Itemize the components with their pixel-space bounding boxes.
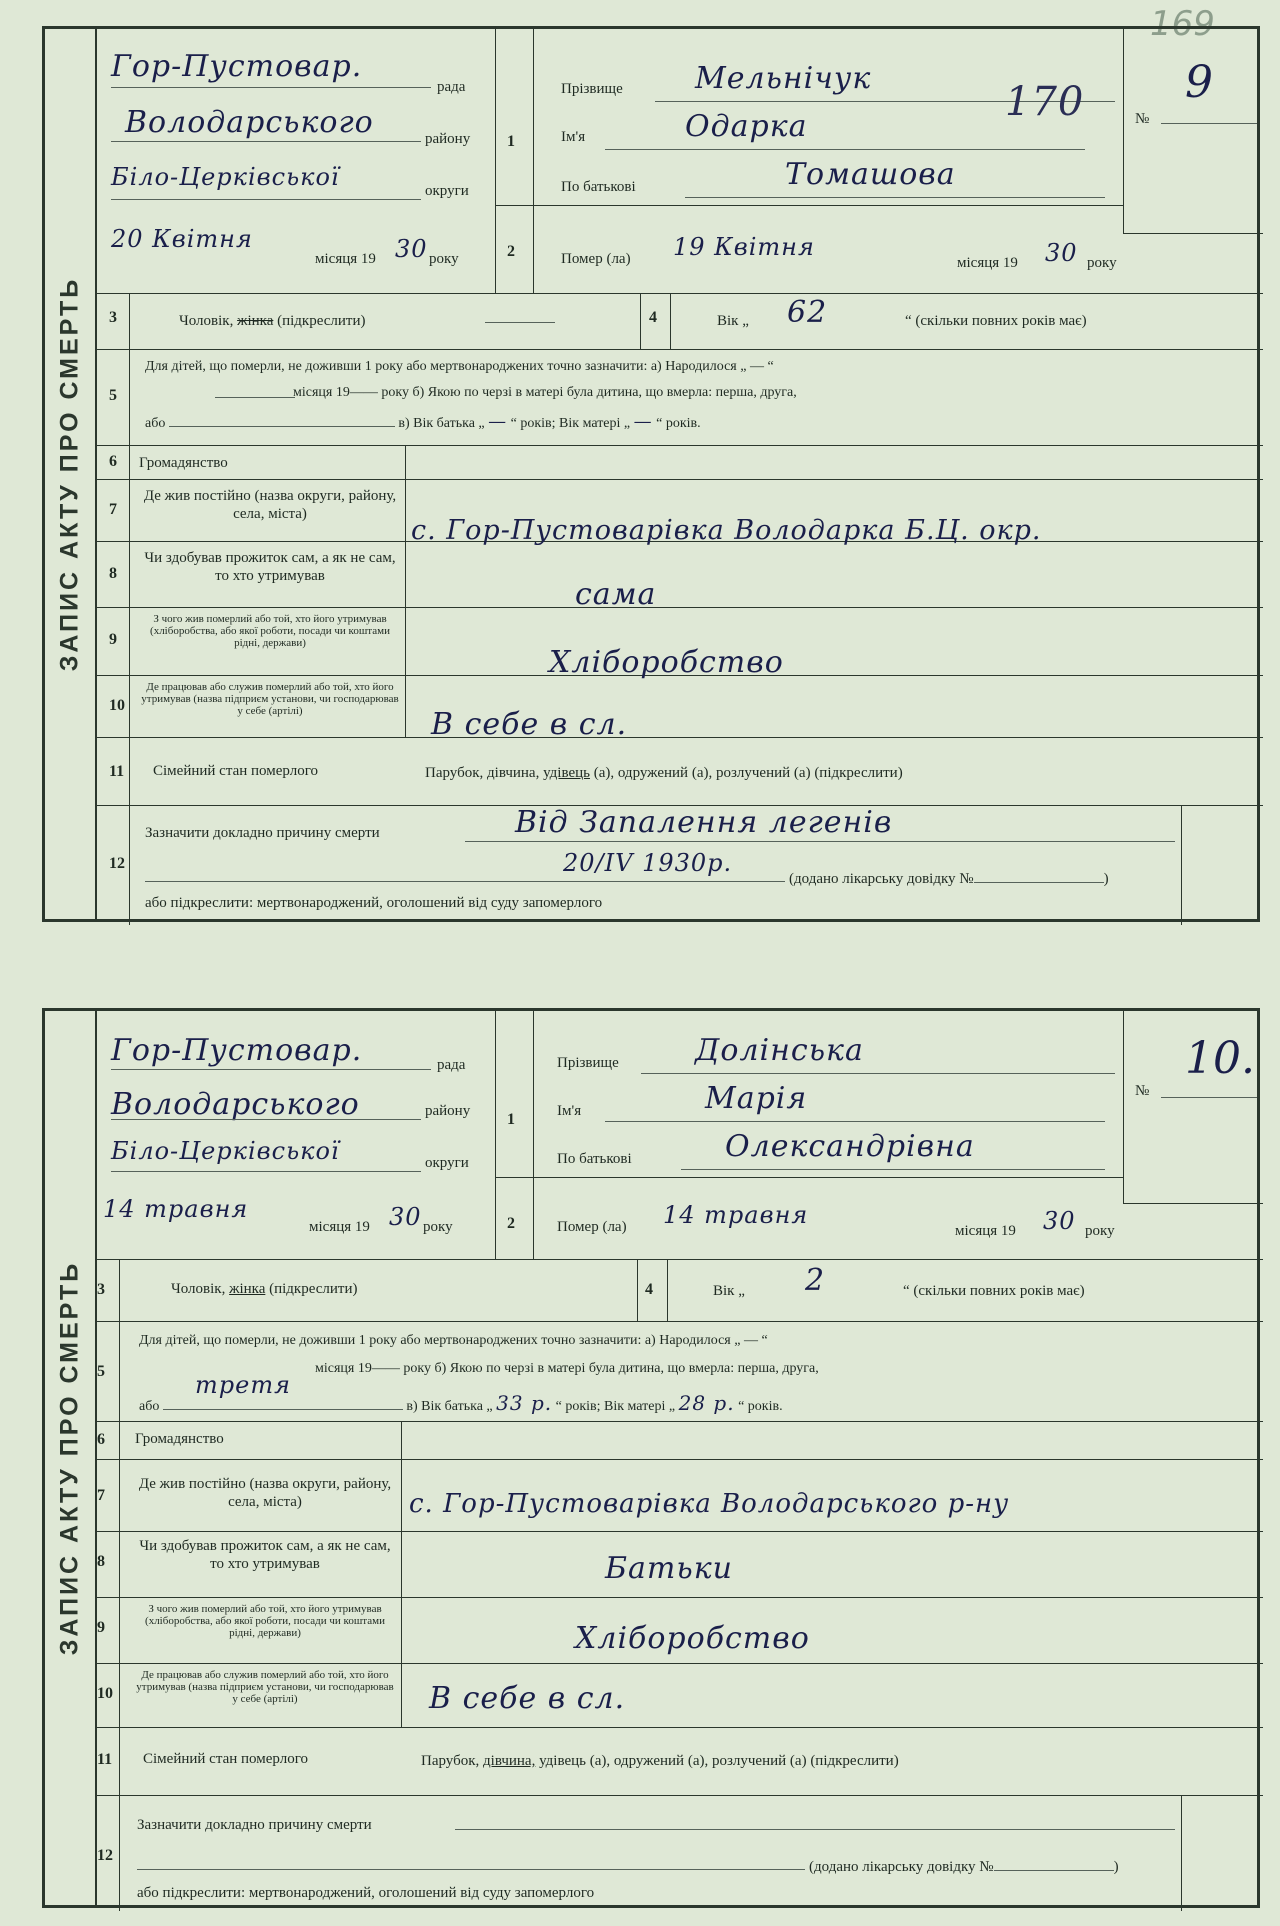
rada-value: Гор-Пустовар. (111, 49, 363, 84)
marital-options: Парубок, дівчина, удівець (а), одружений (а), розлучений (а) (підкреслити) (421, 1753, 899, 1769)
stillborn-label: або підкреслити: мертвонароджений, оголошений від суду запомерлого (137, 1885, 595, 1901)
death-year-label: року (1085, 1223, 1115, 1239)
first-name-value: Марія (705, 1081, 808, 1116)
row-number-9: 9 (109, 631, 117, 648)
certificate-label: (додано лікарську довідку № ) (809, 1859, 1119, 1875)
patronymic-value: Олександрівна (725, 1129, 975, 1164)
citizenship-label: Громадянство (139, 455, 228, 471)
raion-value: Володарського (111, 1087, 360, 1122)
row-number-1: 1 (507, 1111, 515, 1128)
marital-label: Сімейний стан померлого (153, 763, 318, 779)
support-value: сама (575, 577, 657, 612)
cause-label: Зазначити докладно причину смерти (137, 1817, 372, 1833)
support-value: Батьки (605, 1551, 733, 1586)
age-value: 62 (787, 295, 828, 330)
okruha-value: Біло-Церківської (111, 163, 340, 191)
raion-label: району (425, 1103, 471, 1119)
cause-value: Від Запалення легенів (515, 805, 893, 840)
surname-label: Прізвище (561, 81, 623, 97)
stamp-number: 170 (1005, 79, 1085, 125)
age-label: Вік „ (717, 313, 749, 329)
row-number-11: 11 (97, 1751, 113, 1768)
rada-value: Гор-Пустовар. (111, 1033, 363, 1068)
row-number-12: 12 (109, 855, 125, 872)
registration-date-value: 20 Квітня (111, 225, 253, 253)
row-number-2: 2 (507, 1215, 515, 1232)
row-number-2: 2 (507, 243, 515, 260)
infant-label-2: місяця 19—— року б) Якою по черзі в матері була дитина, що вмерла: перша, друга, (293, 385, 797, 400)
surname-value: Мельнічук (695, 61, 872, 96)
row-number-5: 5 (97, 1363, 105, 1380)
died-label: Помер (ла) (557, 1219, 627, 1235)
citizenship-label: Громадянство (135, 1431, 224, 1447)
age-value: 2 (805, 1263, 826, 1298)
year-label: року (423, 1219, 453, 1235)
first-name-value: Одарка (685, 109, 808, 144)
row-number-5: 5 (109, 387, 117, 404)
first-name-label: Ім'я (557, 1103, 582, 1119)
row-number-3: 3 (97, 1281, 105, 1298)
died-label: Помер (ла) (561, 251, 631, 267)
stillborn-label: або підкреслити: мертвонароджений, оголошений від суду запомерлого (145, 895, 603, 911)
death-record-2 (42, 1008, 1260, 1908)
row-number-3: 3 (109, 309, 117, 326)
patronymic-value: Томашова (785, 157, 956, 192)
infant-label-1: Для дітей, що померли, не доживши 1 року або мертвонароджених точно зазначити: а) Народилося „ — “ (139, 1333, 768, 1348)
livelihood-value: Хліборобство (575, 1621, 810, 1656)
surname-value: Долінська (695, 1033, 864, 1068)
row-number-6: 6 (97, 1431, 105, 1448)
row-number-12: 12 (97, 1847, 113, 1864)
death-month-label: місяця 19 (957, 255, 1018, 271)
support-label: Чи здобував прожиток сам, а як не сам, то хто утримував (144, 550, 396, 584)
surname-label: Прізвище (557, 1055, 619, 1071)
rada-label: рада (437, 79, 466, 95)
cause-label: Зазначити докладно причину смерти (145, 825, 380, 841)
marital-options: Парубок, дівчина, удівець (а), одружений (а), розлучений (а) (підкреслити) (425, 765, 903, 781)
raion-label: району (425, 131, 471, 147)
certificate-label: (додано лікарську довідку № ) (789, 871, 1109, 887)
okruha-label: округи (425, 1155, 469, 1171)
patronymic-label: По батькові (557, 1151, 632, 1167)
death-year-value: 30 (1043, 1207, 1076, 1235)
livelihood-label: З чого жив померлий або той, хто його утримував (хліборобства, або якої роботи, посади чи коштами рідні, держави) (150, 613, 390, 649)
workplace-value: В себе в сл. (431, 707, 628, 742)
residence-value: с. Гор-Пустоварівка Володарського р-ну (409, 1489, 1010, 1519)
row-number-4: 4 (645, 1281, 653, 1298)
infant-label-1: Для дітей, що померли, не доживши 1 року або мертвонароджених точно зазначити: а) Народилося „ — “ (145, 359, 774, 374)
row-number-4: 4 (649, 309, 657, 326)
death-year-value: 30 (1045, 239, 1078, 267)
first-name-label: Ім'я (561, 129, 586, 145)
number-sign: № (1135, 1083, 1150, 1099)
month-label: місяця 19 (309, 1219, 370, 1235)
livelihood-label: З чого жив померлий або той, хто його утримував (хліборобства, або якої роботи, посади чи коштами рідні, держави) (145, 1603, 385, 1639)
death-year-label: року (1087, 255, 1117, 271)
age-note: “ (скільки повних років має) (905, 313, 1087, 329)
year-label: року (429, 251, 459, 267)
row-number-1: 1 (507, 133, 515, 150)
death-month-label: місяця 19 (955, 1223, 1016, 1239)
residence-label: Де жив постійно (назва округи, району, села, міста) (138, 1476, 392, 1510)
side-title: ЗАПИС АКТУ ПРО СМЕРТЬ (45, 1011, 97, 1905)
raion-value: Володарського (125, 105, 374, 140)
registration-year-value: 30 (389, 1203, 422, 1231)
infant-label-2: місяця 19—— року б) Якою по черзі в матері була дитина, що вмерла: перша, друга, (315, 1361, 819, 1376)
month-label: місяця 19 (315, 251, 376, 267)
patronymic-label: По батькові (561, 179, 636, 195)
registration-year-value: 30 (395, 235, 428, 263)
number-sign: № (1135, 111, 1150, 127)
age-label: Вік „ (713, 1283, 745, 1299)
row-number-8: 8 (97, 1553, 105, 1570)
death-date-value: 19 Квітня (673, 233, 815, 261)
residence-value: с. Гор-Пустоварівка Володарка Б.Ц. окр. (411, 515, 1042, 546)
row-number-7: 7 (97, 1487, 105, 1504)
sex-label: Чоловік, жінка (підкреслити) (179, 313, 366, 329)
age-note: “ (скільки повних років має) (903, 1283, 1085, 1299)
workplace-value: В себе в сл. (429, 1681, 626, 1716)
infant-label-3: або в) Вік батька „ — “ років; Вік матері „ — “ років. (145, 411, 701, 432)
death-record-1 (42, 26, 1260, 922)
death-date-value: 14 травня (663, 1201, 809, 1229)
support-label: Чи здобував прожиток сам, а як не сам, то хто утримував (139, 1538, 391, 1572)
row-number-10: 10 (97, 1685, 113, 1702)
rada-label: рада (437, 1057, 466, 1073)
okruha-value: Біло-Церківської (111, 1137, 340, 1165)
sex-label: Чоловік, жінка (підкреслити) (171, 1281, 358, 1297)
row-number-6: 6 (109, 453, 117, 470)
record-number: 10. (1185, 1033, 1255, 1084)
row-number-11: 11 (109, 763, 125, 780)
residence-label: Де жив постійно (назва округи, району, села, міста) (143, 488, 397, 522)
workplace-label: Де працював або служив померлий або той, хто його утримував (назва підприєм установи, чи господарював у себе (артілі) (136, 1669, 394, 1705)
okruha-label: округи (425, 183, 469, 199)
infant-label-3: або в) Вік батька „ 33 р. “ років; Вік матері „ 28 р. “ років. (139, 1391, 783, 1415)
side-title: ЗАПИС АКТУ ПРО СМЕРТЬ (45, 29, 97, 919)
row-number-7: 7 (109, 501, 117, 518)
page-number: 169 (1150, 4, 1215, 44)
child-order-value: третя (195, 1371, 291, 1399)
livelihood-value: Хліборобство (549, 645, 784, 680)
registration-date-value: 14 травня (103, 1195, 249, 1223)
row-number-10: 10 (109, 697, 125, 714)
record-number: 9 (1185, 57, 1213, 108)
workplace-label: Де працював або служив померлий або той, хто його утримував (назва підприєм установи, чи господарював у себе (артілі) (141, 681, 399, 717)
row-number-8: 8 (109, 565, 117, 582)
marital-label: Сімейний стан померлого (143, 1751, 308, 1767)
row-number-9: 9 (97, 1619, 105, 1636)
cause-date-value: 20/IV 1930р. (563, 849, 733, 877)
